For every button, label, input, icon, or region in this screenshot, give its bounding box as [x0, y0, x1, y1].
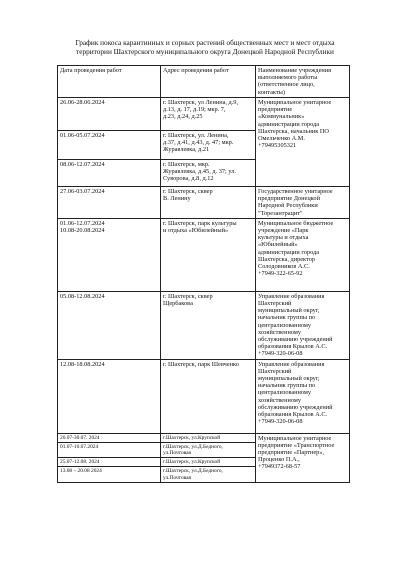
cell-date	[58, 98, 161, 131]
org-line: образования Крылов А.С.	[258, 411, 328, 419]
org-line: Шахтерский	[258, 300, 292, 308]
address-line: ул.Почтовая	[163, 450, 191, 457]
cell-address	[161, 160, 256, 187]
cell-date	[58, 442, 161, 457]
address-line: г.Шахтерск, ул.Крупской	[163, 459, 221, 466]
title-line-2: территории Шахтерского муниципального округа Донецкой Народной Республики	[76, 47, 334, 56]
table-row	[58, 359, 350, 433]
org-line: обслуживанию учреждений	[258, 336, 333, 344]
org-line: «Юбилейный»	[258, 241, 298, 249]
cell-date	[58, 131, 161, 160]
org-line: образования Крылов А.С.	[258, 343, 328, 351]
cell-date	[58, 160, 161, 187]
cell-address	[161, 218, 256, 291]
org-line: Солодовников А.С.	[258, 263, 310, 271]
header-org-line: (ответственное лицо,	[258, 81, 315, 89]
schedule-table	[57, 65, 350, 483]
cell-address	[161, 458, 256, 467]
org-line: Шахтерска, начальник ПО	[258, 127, 329, 135]
org-line: предприятие	[258, 106, 293, 114]
org-line: предприятие Донецкой	[258, 195, 320, 203]
org-line: +7949372-68-57	[258, 463, 301, 471]
org-line: +7949-322-65-92	[258, 270, 303, 278]
cell-organization	[256, 187, 350, 219]
cell-address	[161, 291, 256, 359]
cell-organization	[256, 433, 350, 482]
cell-address	[161, 359, 256, 433]
date-line: 13.08 – 20.08 2024	[60, 468, 102, 475]
org-line: муниципальный округ,	[258, 307, 320, 315]
org-line: хозяйственному	[258, 396, 301, 404]
date-line: 05.08-12.08.2024	[60, 292, 105, 300]
header-org-line: Наименование учреждения	[258, 67, 332, 74]
header-address: Адрес проведения работ	[161, 66, 256, 98]
address-line: г. Шахтерск, парк культуры	[163, 219, 237, 227]
org-line: Муниципальное бюджетное	[258, 219, 334, 227]
cell-date	[58, 359, 161, 433]
org-line: Народной Республики	[258, 202, 318, 210]
address-line: Суворова, д.8, д.12	[163, 175, 214, 183]
header-org-line: выполняемого работы	[258, 74, 318, 82]
table-row	[58, 291, 350, 359]
cell-address	[161, 433, 256, 442]
cell-date	[58, 458, 161, 467]
org-line: предприятие «Транспортное	[258, 441, 335, 449]
address-line: г. Шахтерск, ул Ленина, д.9,	[163, 99, 239, 106]
date-line: 01.07-10.07.2024	[60, 443, 99, 450]
org-line: +7949-320-06-08	[258, 350, 303, 358]
date-line: 26.06-28.06.2024	[60, 99, 105, 106]
address-line: г. Шахтерск, ул. Ленина,	[163, 132, 229, 139]
table-row	[58, 218, 350, 291]
cell-organization	[256, 359, 350, 433]
date-line: 27.06-03.07.2024	[60, 188, 105, 195]
cell-address	[161, 467, 256, 482]
org-line: Муниципальное унитарное	[258, 434, 332, 442]
date-line: 01.06-12.07.2024	[60, 219, 105, 227]
date-line: 01.06-05.07.2024	[60, 132, 105, 139]
cell-address	[161, 131, 256, 160]
date-line: 12.08-18.08.2024	[60, 360, 105, 368]
cell-address	[161, 187, 256, 219]
cell-date	[58, 433, 161, 442]
cell-address	[161, 98, 256, 131]
org-line: +79495305321	[258, 142, 297, 150]
address-line: г. Шахтерск, сквер	[163, 292, 213, 300]
table-row	[58, 187, 350, 219]
org-line: «Коммунальник»	[258, 113, 305, 121]
org-line: Государственное унитарное	[258, 188, 333, 195]
cell-date	[58, 291, 161, 359]
address-line: Щербакова	[163, 300, 193, 308]
address-line: Журавлевка, д.21	[163, 146, 210, 154]
date-line: 25.07-12.08. 2024	[60, 459, 100, 466]
cell-date	[58, 467, 161, 482]
org-line: администрации города	[258, 248, 320, 256]
address-line: и отдыха «Юбилейный»	[163, 227, 229, 235]
org-line: Омельченко А.М.	[258, 135, 305, 143]
cell-date	[58, 187, 161, 219]
org-line: Проценко П.А.,	[258, 456, 300, 464]
address-line: Журавлевка, д.45, д. 37; ул.	[163, 168, 236, 176]
address-line: г.Шахтерск, ул.Крупской	[163, 434, 221, 441]
org-line: Управление образования	[258, 292, 325, 300]
org-line: муниципальный округ,	[258, 375, 320, 383]
org-line: Управление образования	[258, 360, 325, 368]
org-line: культуры и отдыха	[258, 234, 309, 242]
org-line: "Торезантрацит"	[258, 209, 303, 217]
table-header-row	[58, 66, 350, 98]
header-date: Дата проведения работ	[58, 66, 161, 98]
date-line: 20.07-30.07. 2024	[60, 434, 100, 441]
address-line: г.Шахтерск, ул.Д.Бедного,	[163, 443, 223, 450]
org-line: учреждение «Парк	[258, 227, 309, 235]
org-line: начальник группы по	[258, 314, 316, 322]
cell-organization	[256, 98, 350, 187]
table-row	[58, 433, 350, 442]
header-organization	[256, 66, 350, 98]
address-line: г. Шахтерск, сквер	[163, 188, 213, 195]
cell-organization	[256, 291, 350, 359]
cell-date	[58, 218, 161, 291]
table-row	[58, 98, 350, 131]
org-line: хозяйственному	[258, 328, 301, 336]
org-line: Шахтерский	[258, 367, 292, 375]
address-line: д.13, д. 17, д.19; мкр. 7,	[163, 106, 226, 114]
address-line: ул.Почтовая	[163, 474, 191, 481]
cell-address	[161, 442, 256, 457]
org-line: начальник группы по	[258, 382, 316, 390]
header-org-line: контакты)	[258, 88, 285, 96]
org-line: Шахтерска, директор	[258, 255, 315, 263]
org-line: предприятие «Партнер»,	[258, 449, 325, 457]
address-line: г.Шахтерск, ул.Д.Бедного,	[163, 468, 223, 475]
org-line: +7949-320-06-08	[258, 418, 303, 426]
address-line: г. Шахтерск, мкр.	[163, 161, 210, 168]
cell-organization	[256, 218, 350, 291]
address-line: В. Ленину	[163, 195, 191, 203]
org-line: обслуживанию учреждений	[258, 403, 333, 411]
date-line: 08.06-12.07.2024	[60, 161, 105, 168]
document-title	[60, 38, 350, 56]
org-line: администрации города	[258, 120, 320, 128]
address-line: д.37, д.41, д.43, д. 47; мкр.	[163, 139, 234, 147]
address-line: г. Шахтерск, парк Шевченко	[163, 360, 239, 368]
date-line: 10.08-20.08.2024	[60, 227, 105, 235]
address-line: д.23, д.24, д.25	[163, 113, 203, 121]
title-line-1: График покоса карантинных и сорных растений общественных мест и мест отдыха	[75, 38, 335, 47]
org-line: Муниципальное унитарное	[258, 99, 332, 106]
org-line: централизованному	[258, 321, 312, 329]
org-line: централизованному	[258, 389, 312, 397]
